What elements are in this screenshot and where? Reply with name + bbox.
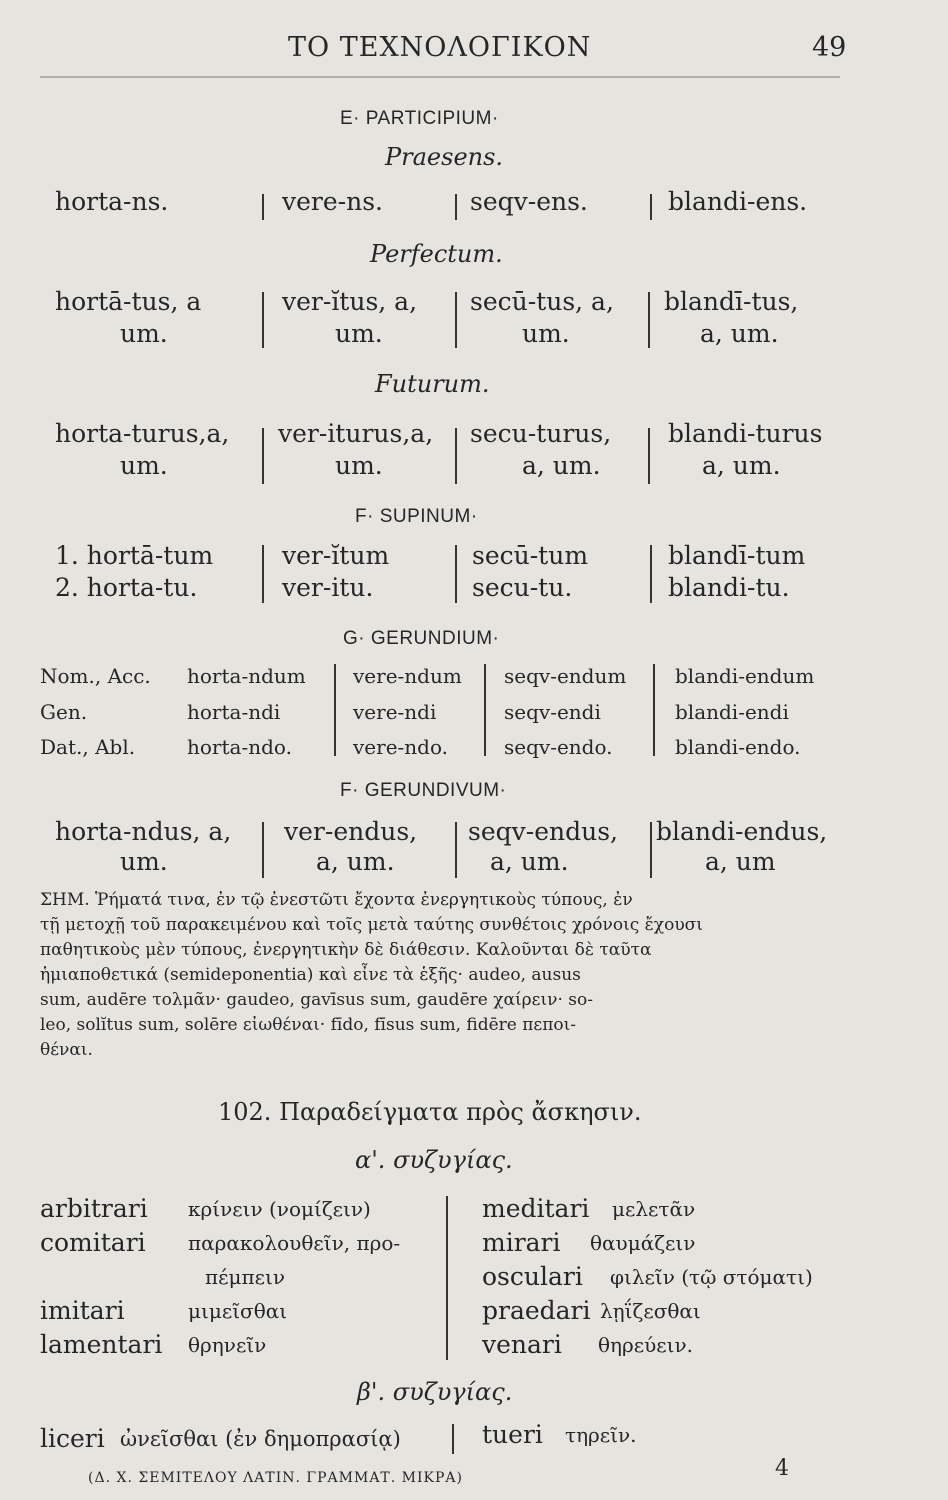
table-cell: blandi-endus, bbox=[656, 817, 828, 846]
table-cell: vere-ndi bbox=[353, 700, 437, 724]
column-divider bbox=[262, 545, 264, 603]
table-cell: seqv-endum bbox=[504, 664, 627, 688]
table-cell: vere-ns. bbox=[282, 187, 383, 216]
section-heading-participium: E· PARTICIPIUM· bbox=[340, 108, 499, 129]
column-divider bbox=[262, 428, 264, 484]
table-cell: um. bbox=[120, 319, 168, 348]
note-line: sum, audēre τολμᾶν· gaudeo, gavīsus sum, gaudēre χαίρειν· so- bbox=[40, 990, 593, 1010]
vocab-greek: κρίνειν (νομίζειν) bbox=[188, 1197, 371, 1221]
column-divider bbox=[650, 545, 652, 603]
column-divider bbox=[446, 1196, 448, 1360]
subheading-futurum: Futurum. bbox=[375, 370, 490, 398]
conjugation-label-1: α'. συζυγίας. bbox=[355, 1146, 513, 1174]
signature-mark: 4 bbox=[775, 1456, 789, 1481]
section-heading-supinum: F· SUPINUM· bbox=[355, 506, 478, 527]
table-cell: blandi-endum bbox=[675, 664, 815, 688]
column-divider bbox=[334, 664, 336, 756]
table-cell: hortā-tus, a bbox=[55, 287, 202, 316]
vocab-latin: venari bbox=[482, 1330, 562, 1359]
column-divider bbox=[653, 664, 655, 756]
case-label: Nom., Acc. bbox=[40, 664, 151, 688]
table-cell: um. bbox=[120, 451, 168, 480]
table-cell: blandi-ens. bbox=[668, 187, 808, 216]
column-divider bbox=[650, 194, 652, 220]
table-cell: um. bbox=[335, 451, 383, 480]
column-divider bbox=[648, 428, 650, 484]
conjugation-label-2: β'. συζυγίας. bbox=[357, 1378, 513, 1406]
vocab-latin: liceri bbox=[40, 1424, 105, 1453]
vocab-latin: imitari bbox=[40, 1296, 125, 1325]
note-line: παθητικοὺς μὲν τύπους, ἐνεργητικὴν δὲ διάθεσιν. Καλοῦνται δὲ ταῦτα bbox=[40, 940, 652, 960]
note-line: ΣΗΜ. Ῥήματά τινα, ἐν τῷ ἐνεστῶτι ἔχοντα ἐνεργητικοὺς τύπους, ἐν bbox=[40, 890, 633, 910]
footer-imprint: (Δ. Χ. ΣΕΜΙΤΕΛΟΥ ΛΑΤΙΝ. ΓΡΑΜΜΑΤ. ΜΙΚΡΑ) bbox=[88, 1470, 463, 1486]
vocab-greek: μελετᾶν bbox=[612, 1197, 696, 1221]
grammar-note bbox=[40, 888, 860, 1063]
vocab-greek: ὠνεῖσθαι (ἐν δημοπρασίᾳ) bbox=[120, 1427, 401, 1451]
vocab-greek: παρακολουθεῖν, προ- bbox=[188, 1231, 401, 1255]
table-cell: vere-ndo. bbox=[353, 735, 449, 759]
table-cell: horta-ndus, a, bbox=[55, 817, 232, 846]
table-cell: um. bbox=[120, 847, 168, 876]
table-cell: ver-ĭtum bbox=[282, 541, 390, 570]
vocab-greek: θρηνεῖν bbox=[188, 1333, 267, 1357]
table-cell: ver-iturus,a, bbox=[278, 419, 434, 448]
column-divider bbox=[484, 664, 486, 756]
vocab-latin: comitari bbox=[40, 1228, 146, 1257]
column-divider bbox=[650, 822, 652, 878]
column-divider bbox=[455, 428, 457, 484]
subheading-praesens: Praesens. bbox=[385, 143, 504, 171]
table-cell: a, um. bbox=[700, 319, 779, 348]
table-cell: secū-tum bbox=[472, 541, 589, 570]
table-cell: ver-ĭtus, a, bbox=[282, 287, 418, 316]
table-cell: vere-ndum bbox=[353, 664, 462, 688]
page-number: 49 bbox=[812, 32, 847, 63]
section-heading-gerundium: G· GERUNDIUM· bbox=[343, 628, 500, 649]
table-cell: horta-ndum bbox=[187, 664, 306, 688]
column-divider bbox=[455, 292, 457, 348]
table-cell: a, um. bbox=[522, 451, 601, 480]
table-cell: blandi-endi bbox=[675, 700, 789, 724]
table-cell: secu-turus, bbox=[470, 419, 612, 448]
table-cell: 1. hortā-tum bbox=[55, 541, 214, 570]
vocab-greek: λῃΐζεσθαι bbox=[600, 1299, 701, 1323]
section-heading-gerundivum: F· GERUNDIVUM· bbox=[340, 780, 507, 801]
table-cell: blandi-tu. bbox=[668, 573, 790, 602]
vocab-latin: mirari bbox=[482, 1228, 561, 1257]
vocab-latin: lamentari bbox=[40, 1330, 163, 1359]
table-cell: blandi-turus bbox=[668, 419, 823, 448]
note-line: τῇ μετοχῇ τοῦ παρακειμένου καὶ τοῖς μετὰ ταύτης συνθέτοις χρόνοις ἔχουσι bbox=[40, 915, 703, 935]
case-label: Dat., Abl. bbox=[40, 735, 136, 759]
vocab-greek: πέμπειν bbox=[205, 1265, 286, 1289]
column-divider bbox=[262, 292, 264, 348]
table-cell: seqv-endus, bbox=[468, 817, 618, 846]
vocab-latin: arbitrari bbox=[40, 1194, 148, 1223]
table-cell: a, um. bbox=[490, 847, 569, 876]
case-label: Gen. bbox=[40, 700, 88, 724]
table-cell: a, um. bbox=[702, 451, 781, 480]
table-cell: blandī-tum bbox=[668, 541, 806, 570]
table-cell: horta-ndi bbox=[187, 700, 281, 724]
table-cell: a, um bbox=[705, 847, 776, 876]
table-cell: horta-ns. bbox=[55, 187, 169, 216]
header-rule bbox=[40, 76, 840, 78]
table-cell: um. bbox=[335, 319, 383, 348]
note-line: θέναι. bbox=[40, 1040, 93, 1060]
table-cell: blandi-endo. bbox=[675, 735, 801, 759]
vocab-greek: θαυμάζειν bbox=[590, 1231, 696, 1255]
running-title: ΤΟ ΤΕΧΝΟΛΟΓΙΚΟΝ bbox=[288, 32, 592, 63]
note-line: ἡμιαποθετικά (semideponentia) καὶ εἶνε τὰ ἑξῆς· audeo, ausus bbox=[40, 965, 581, 985]
table-cell: a, um. bbox=[316, 847, 395, 876]
column-divider bbox=[648, 292, 650, 348]
column-divider bbox=[455, 822, 457, 878]
exercise-title: 102. Παραδείγματα πρὸς ἄσκησιν. bbox=[218, 1098, 642, 1126]
subheading-perfectum: Perfectum. bbox=[370, 240, 503, 268]
vocab-latin: osculari bbox=[482, 1262, 583, 1291]
vocab-greek: φιλεῖν (τῷ στόματι) bbox=[610, 1265, 813, 1289]
column-divider bbox=[262, 822, 264, 878]
table-cell: seqv-endi bbox=[504, 700, 601, 724]
table-cell: ver-itu. bbox=[282, 573, 374, 602]
column-divider bbox=[452, 1424, 454, 1454]
table-cell: secu-tu. bbox=[472, 573, 573, 602]
column-divider bbox=[455, 545, 457, 603]
table-cell: seqv-endo. bbox=[504, 735, 613, 759]
table-cell: um. bbox=[522, 319, 570, 348]
vocab-latin: praedari bbox=[482, 1296, 591, 1325]
vocab-greek: τηρεῖν. bbox=[565, 1423, 637, 1447]
column-divider bbox=[262, 194, 264, 220]
column-divider bbox=[455, 194, 457, 220]
table-cell: seqv-ens. bbox=[470, 187, 588, 216]
table-cell: horta-turus,a, bbox=[55, 419, 230, 448]
vocab-greek: μιμεῖσθαι bbox=[188, 1299, 288, 1323]
table-cell: ver-endus, bbox=[284, 817, 418, 846]
table-cell: blandī-tus, bbox=[664, 287, 799, 316]
vocab-latin: meditari bbox=[482, 1194, 590, 1223]
table-cell: 2. horta-tu. bbox=[55, 573, 198, 602]
vocab-greek: θηρεύειν. bbox=[598, 1333, 694, 1357]
table-cell: horta-ndo. bbox=[187, 735, 292, 759]
note-line: leo, solĭtus sum, solēre εἰωθέναι· fīdo, fīsus sum, fidēre πεποι- bbox=[40, 1015, 577, 1035]
vocab-latin: tueri bbox=[482, 1420, 543, 1449]
table-cell: secū-tus, a, bbox=[470, 287, 614, 316]
